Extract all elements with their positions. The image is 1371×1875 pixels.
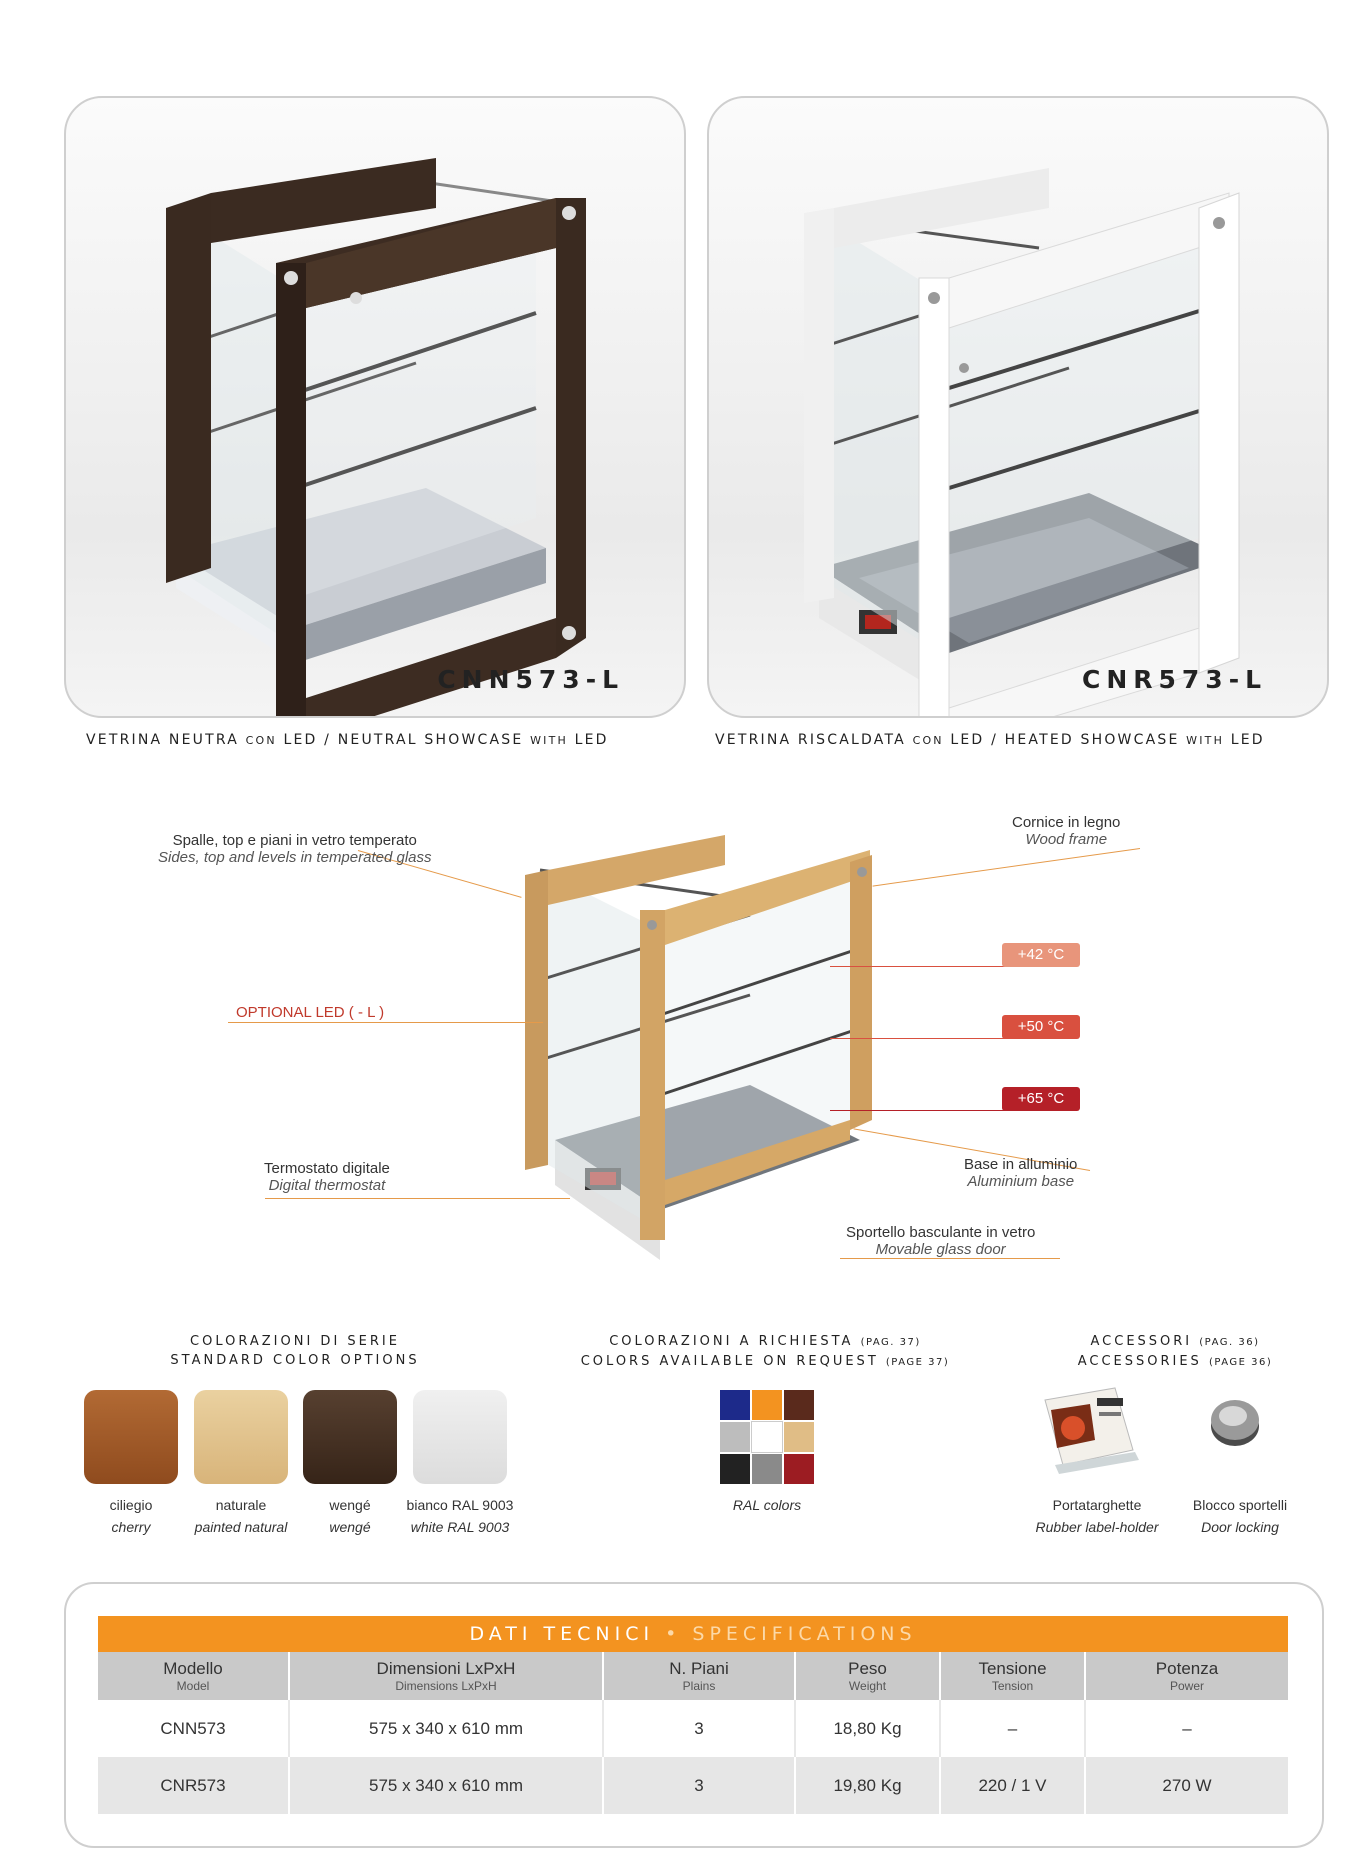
- showcase-natural-image: [500, 820, 900, 1260]
- request-colors-page-it: (PAG. 37): [860, 1337, 921, 1348]
- callout-thermostat-en: Digital thermostat: [268, 1177, 386, 1194]
- ral-color-cell: [720, 1422, 750, 1452]
- accessory-label-en: Rubber label-holder: [1035, 1519, 1159, 1535]
- callout-thermostat-it: Termostato digitale: [264, 1160, 390, 1177]
- accessories-page-it: (PAG. 36): [1199, 1337, 1260, 1348]
- product-card-cnn573: [64, 96, 686, 718]
- callout-line-temp-50: [830, 1038, 1010, 1039]
- column-header-en: Dimensions LxPxH: [395, 1679, 497, 1693]
- callout-frame: [1012, 814, 1120, 848]
- callout-led: [236, 1004, 384, 1021]
- swatch-label-en: cherry: [111, 1519, 151, 1535]
- specs-title-en: SPECIFICATIONS: [692, 1623, 917, 1645]
- label-holder-icon: [1035, 1380, 1145, 1480]
- callout-line-door: [840, 1258, 1060, 1259]
- callout-line-thermostat: [265, 1198, 570, 1199]
- swatch-label-cherry: [71, 1494, 191, 1538]
- accessories-title: [1050, 1332, 1300, 1372]
- column-header-it: Dimensioni LxPxH: [376, 1659, 516, 1678]
- callout-glass-it: Spalle, top e piani in vetro temperato: [172, 832, 417, 849]
- table-cell: 270 W: [1085, 1757, 1288, 1814]
- column-header-it: Potenza: [1155, 1659, 1219, 1678]
- product-caption-cnr573: [715, 732, 1265, 748]
- callout-door: [846, 1224, 1035, 1258]
- ral-color-cell: [752, 1390, 782, 1420]
- caption-with: WITH: [530, 734, 568, 747]
- specs-title-separator: •: [665, 1623, 682, 1645]
- ral-colors-label: [707, 1494, 827, 1516]
- ral-color-cell: [752, 1454, 782, 1484]
- swatch-natural: [194, 1390, 288, 1484]
- caption-con: CON: [245, 734, 277, 747]
- column-header-it: Tensione: [978, 1659, 1047, 1678]
- table-cell: CNR573: [98, 1757, 289, 1814]
- callout-glass-en: Sides, top and levels in temperated glass: [158, 849, 432, 866]
- table-cell: 19,80 Kg: [795, 1757, 940, 1814]
- column-header: [795, 1652, 940, 1700]
- table-cell: 3: [603, 1700, 795, 1757]
- callout-door-it: Sportello basculante in vetro: [846, 1224, 1036, 1241]
- accessories-title-en: ACCESSORIES: [1077, 1354, 1202, 1369]
- column-header-en: Weight: [848, 1679, 887, 1693]
- callout-line-frame: [873, 848, 1141, 887]
- column-header: [940, 1652, 1085, 1700]
- caption-with: WITH: [1186, 734, 1225, 747]
- swatch-label-it: naturale: [215, 1497, 267, 1513]
- column-header: [1085, 1652, 1288, 1700]
- product-caption-cnn573: [86, 732, 609, 748]
- ral-color-cell: [784, 1422, 814, 1452]
- ral-color-cell: [784, 1390, 814, 1420]
- ral-color-cell: [752, 1422, 782, 1452]
- column-header-en: Tension: [991, 1679, 1034, 1693]
- swatch-label-white: [400, 1494, 520, 1538]
- table-cell: 18,80 Kg: [795, 1700, 940, 1757]
- showcase-wenge-image: [66, 98, 684, 716]
- accessory-door-locking: [1170, 1494, 1310, 1538]
- swatch-cherry: [84, 1390, 178, 1484]
- accessory-label-en: Door locking: [1201, 1519, 1279, 1535]
- callout-base-it: Base in alluminio: [964, 1156, 1078, 1173]
- swatch-wenge: [303, 1390, 397, 1484]
- table-header-row: [98, 1652, 1288, 1700]
- temp-badge-65: +65 °C: [1002, 1087, 1080, 1111]
- callout-line-led: [228, 1022, 543, 1023]
- standard-colors-title: [150, 1332, 440, 1370]
- callout-frame-en: Wood frame: [1025, 831, 1108, 848]
- specs-title-it: DATI TECNICI: [469, 1623, 655, 1645]
- callout-thermostat: [264, 1160, 390, 1194]
- column-header: [603, 1652, 795, 1700]
- swatch-white: [413, 1390, 507, 1484]
- temp-badge-42: +42 °C: [1002, 943, 1080, 967]
- callout-frame-it: Cornice in legno: [1012, 814, 1121, 831]
- column-header-en: Plains: [682, 1679, 716, 1693]
- swatch-label-wenge: [290, 1494, 410, 1538]
- swatch-label-en: painted natural: [194, 1519, 288, 1535]
- accessories-page-en: (PAGE 36): [1208, 1357, 1273, 1368]
- swatch-label-en: white RAL 9003: [410, 1519, 510, 1535]
- temp-badge-50: +50 °C: [1002, 1015, 1080, 1039]
- callout-door-en: Movable glass door: [875, 1241, 1006, 1258]
- table-cell: 220 / 1 V: [940, 1757, 1085, 1814]
- table-row: [98, 1757, 1288, 1814]
- showcase-white-image: [709, 98, 1327, 716]
- callout-glass: [158, 832, 432, 866]
- caption-end: LED: [1230, 732, 1265, 748]
- request-colors-title: [560, 1332, 970, 1372]
- standard-colors-title-it: COLORAZIONI DI SERIE: [190, 1334, 400, 1349]
- product-card-cnr573: [707, 96, 1329, 718]
- column-header-it: N. Piani: [669, 1659, 729, 1678]
- table-cell: –: [940, 1700, 1085, 1757]
- accessory-label-it: Portatarghette: [1052, 1497, 1142, 1513]
- table-row: [98, 1700, 1288, 1757]
- table-cell: 3: [603, 1757, 795, 1814]
- caption-it: VETRINA RISCALDATA: [715, 732, 906, 748]
- specifications-table: [98, 1652, 1288, 1814]
- callout-line-temp-42: [830, 966, 1010, 967]
- request-colors-title-en: COLORS AVAILABLE ON REQUEST: [580, 1354, 879, 1369]
- product-code: CNN573-L: [437, 665, 624, 694]
- swatch-label-natural: [181, 1494, 301, 1538]
- column-header-it: Peso: [848, 1659, 887, 1678]
- swatch-label-it: ciliegio: [109, 1497, 153, 1513]
- column-header-it: Modello: [163, 1659, 223, 1678]
- caption-end: LED: [574, 732, 609, 748]
- table-cell: –: [1085, 1700, 1288, 1757]
- standard-colors-title-en: STANDARD COLOR OPTIONS: [170, 1353, 420, 1368]
- column-header: [289, 1652, 603, 1700]
- specifications-header: [98, 1616, 1288, 1652]
- request-colors-page-en: (PAGE 37): [885, 1357, 950, 1368]
- product-code: CNR573-L: [1081, 665, 1267, 694]
- accessories-title-it: ACCESSORI: [1090, 1334, 1193, 1349]
- request-colors-title-it: COLORAZIONI A RICHIESTA: [609, 1334, 854, 1349]
- caption-con: CON: [912, 734, 944, 747]
- accessory-label-holder: [1027, 1494, 1167, 1538]
- callout-led-it: OPTIONAL LED ( - L ): [236, 1004, 385, 1021]
- table-cell: CNN573: [98, 1700, 289, 1757]
- callout-base: [964, 1156, 1077, 1190]
- caption-it: VETRINA NEUTRA: [86, 732, 239, 748]
- caption-led: LED / HEATED SHOWCASE: [950, 732, 1180, 748]
- swatch-label-it: wengé: [329, 1497, 371, 1513]
- table-cell: 575 x 340 x 610 mm: [289, 1700, 603, 1757]
- accessory-label-it: Blocco sportelli: [1192, 1497, 1288, 1513]
- swatch-label-it: bianco RAL 9003: [406, 1497, 514, 1513]
- door-lock-icon: [1205, 1392, 1265, 1452]
- column-header-en: Model: [176, 1679, 210, 1693]
- ral-color-cell: [720, 1454, 750, 1484]
- ral-colors-label-text: RAL colors: [732, 1497, 802, 1513]
- column-header-en: Power: [1169, 1679, 1204, 1693]
- ral-color-cell: [784, 1454, 814, 1484]
- column-header: [98, 1652, 289, 1700]
- ral-color-cell: [720, 1390, 750, 1420]
- table-cell: 575 x 340 x 610 mm: [289, 1757, 603, 1814]
- callout-base-en: Aluminium base: [967, 1173, 1075, 1190]
- caption-led: LED / NEUTRAL SHOWCASE: [283, 732, 524, 748]
- swatch-label-en: wengé: [329, 1519, 371, 1535]
- callout-line-temp-65: [830, 1110, 1010, 1111]
